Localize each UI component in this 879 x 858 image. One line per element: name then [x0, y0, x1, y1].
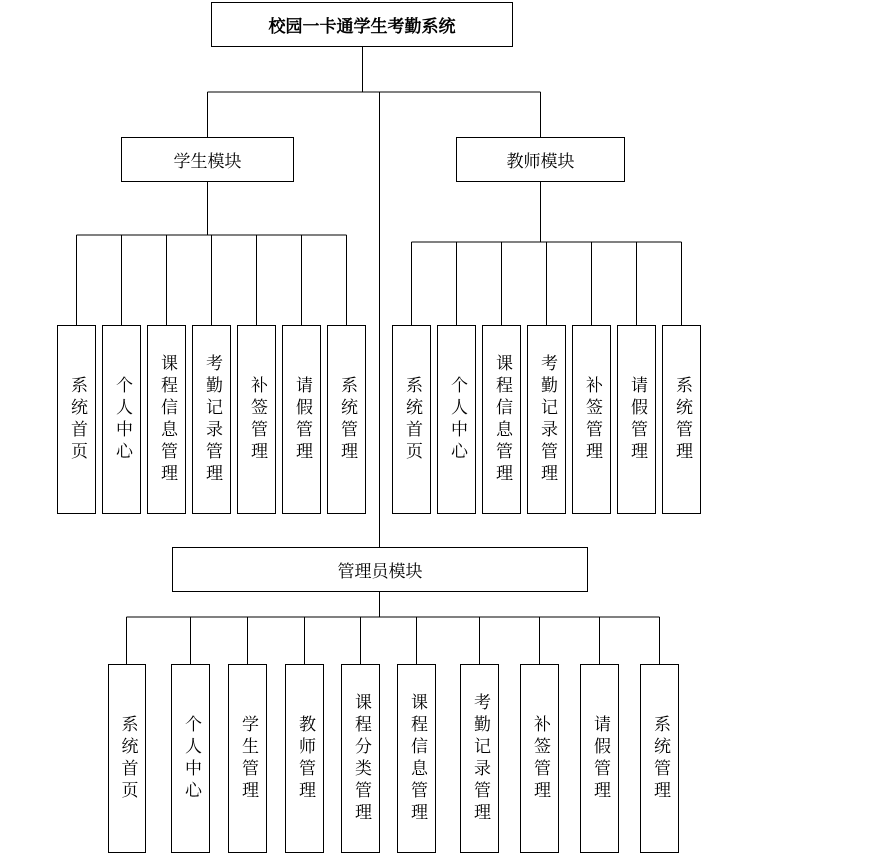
admin-leaf: 课程分类管理 — [341, 664, 380, 853]
admin-leaf: 系统管理 — [640, 664, 679, 853]
admin-module-node: 管理员模块 — [172, 547, 588, 592]
teacher-leaf: 个人中心 — [437, 325, 476, 514]
teacher-leaf: 请假管理 — [617, 325, 656, 514]
teacher-leaf: 系统首页 — [392, 325, 431, 514]
student-leaf: 课程信息管理 — [147, 325, 186, 514]
admin-leaf: 考勤记录管理 — [460, 664, 499, 853]
teacher-module-node: 教师模块 — [456, 137, 625, 182]
admin-leaf: 补签管理 — [520, 664, 559, 853]
admin-leaf: 系统首页 — [108, 664, 146, 853]
teacher-leaf: 补签管理 — [572, 325, 611, 514]
student-leaf: 系统管理 — [327, 325, 366, 514]
student-leaf: 请假管理 — [282, 325, 321, 514]
student-leaf: 考勤记录管理 — [192, 325, 231, 514]
teacher-leaf: 考勤记录管理 — [527, 325, 566, 514]
teacher-leaf: 课程信息管理 — [482, 325, 521, 514]
teacher-leaf: 系统管理 — [662, 325, 701, 514]
admin-leaf: 教师管理 — [285, 664, 324, 853]
admin-leaf: 课程信息管理 — [397, 664, 436, 853]
admin-leaf: 请假管理 — [580, 664, 619, 853]
student-leaf: 系统首页 — [57, 325, 96, 514]
student-leaf: 补签管理 — [237, 325, 276, 514]
student-module-node: 学生模块 — [121, 137, 294, 182]
admin-leaf: 个人中心 — [171, 664, 210, 853]
admin-leaf: 学生管理 — [228, 664, 267, 853]
root-node: 校园一卡通学生考勤系统 — [211, 2, 513, 47]
student-leaf: 个人中心 — [102, 325, 141, 514]
